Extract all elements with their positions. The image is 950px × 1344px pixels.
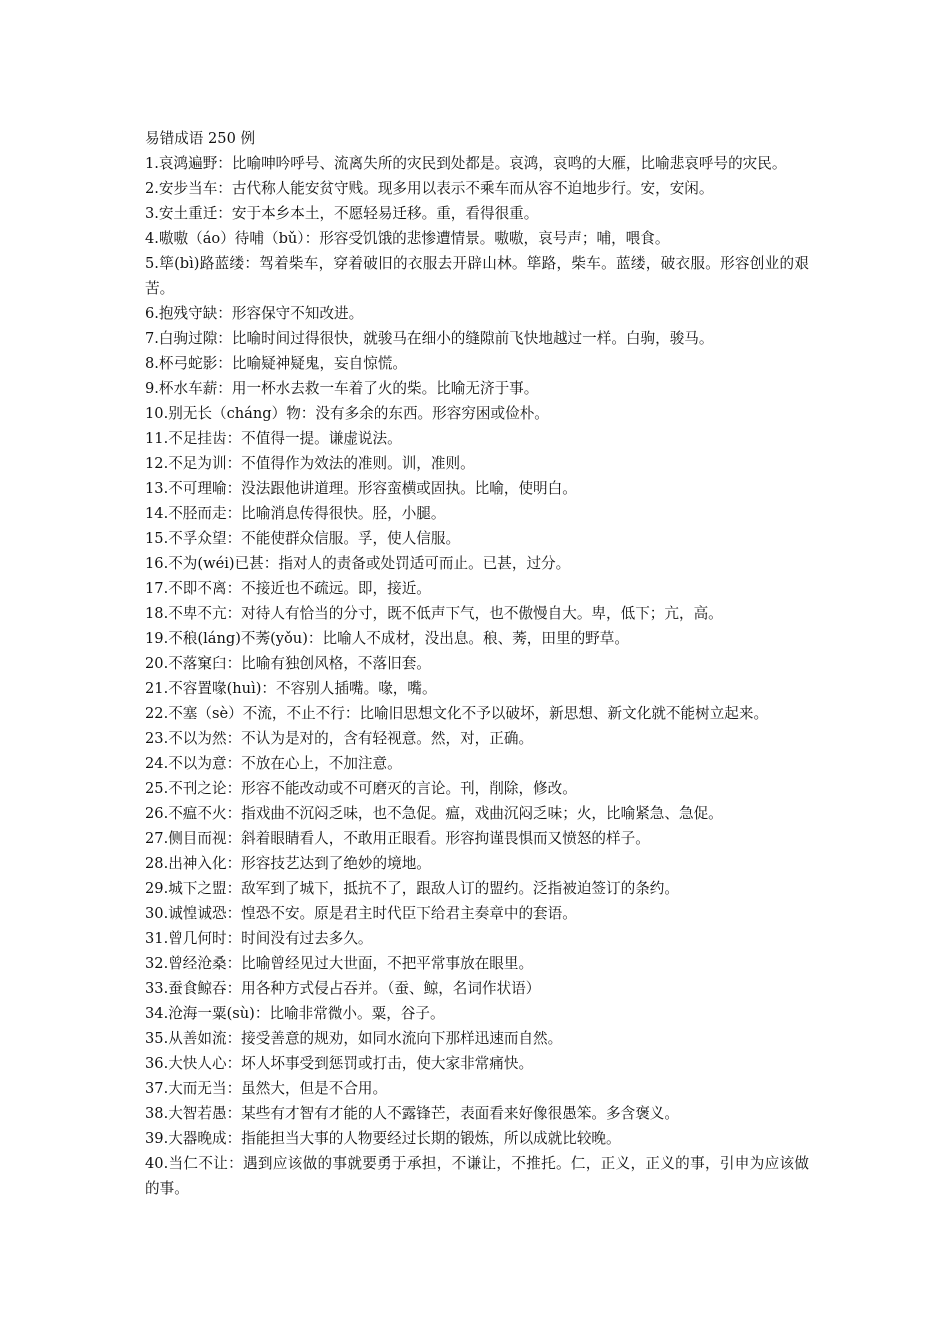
idiom-entry: 16.不为(wéi)已甚：指对人的责备或处罚适可而止。已甚，过分。 [145, 555, 571, 572]
idiom-entry: 23.不以为然：不认为是对的，含有轻视意。然，对，正确。 [145, 730, 534, 747]
idiom-entry: 34.沧海一粟(sù)：比喻非常微小。粟，谷子。 [145, 1005, 445, 1022]
idiom-entry: 38.大智若愚：某些有才智有才能的人不露锋芒，表面看来好像很愚笨。多含褒义。 [145, 1105, 679, 1122]
idiom-entry: 30.诚惶诚恐：惶恐不安。原是君主时代臣下给君主奏章中的套语。 [145, 905, 577, 922]
document-title: 易错成语 250 例 [145, 130, 256, 147]
idiom-entry: 11.不足挂齿：不值得一提。谦虚说法。 [145, 430, 402, 447]
idiom-entry: 39.大器晚成：指能担当大事的人物要经过长期的锻炼，所以成就比较晚。 [145, 1130, 621, 1147]
idiom-entry: 32.曾经沧桑：比喻曾经见过大世面，不把平常事放在眼里。 [145, 955, 534, 972]
idiom-entry: 35.从善如流：接受善意的规劝，如同水流向下那样迅速而自然。 [145, 1030, 563, 1047]
idiom-entry: 5.筚(bì)路蓝缕：驾着柴车，穿着破旧的衣服去开辟山林。筚路，柴车。蓝缕，破衣服。形容创业的艰苦。 [145, 255, 809, 297]
idiom-entry: 25.不刊之论：形容不能改动或不可磨灭的言论。刊，削除，修改。 [145, 780, 577, 797]
idiom-entry: 10.别无长（cháng）物：没有多余的东西。形容穷困或俭朴。 [145, 405, 549, 422]
document-body [145, 126, 809, 1201]
idiom-entry: 18.不卑不亢：对待人有恰当的分寸，既不低声下气，也不傲慢自大。卑，低下；亢，高。 [145, 605, 723, 622]
idiom-entry: 8.杯弓蛇影：比喻疑神疑鬼，妄自惊慌。 [145, 355, 408, 372]
idiom-entry: 33.蚕食鲸吞：用各种方式侵占吞并。（蚕、鲸，名词作状语） [145, 980, 541, 997]
idiom-entry: 36.大快人心：坏人坏事受到惩罚或打击，使大家非常痛快。 [145, 1055, 534, 1072]
idiom-entry: 14.不胫而走：比喻消息传得很快。胫，小腿。 [145, 505, 446, 522]
idiom-entry: 17.不即不离：不接近也不疏远。即，接近。 [145, 580, 431, 597]
idiom-entry: 31.曾几何时：时间没有过去多久。 [145, 930, 373, 947]
idiom-entry: 26.不瘟不火：指戏曲不沉闷乏味，也不急促。瘟，戏曲沉闷乏味；火，比喻紧急、急促。 [145, 805, 723, 822]
idiom-entry: 13.不可理喻：没法跟他讲道理。形容蛮横或固执。比喻，使明白。 [145, 480, 577, 497]
idiom-entry: 19.不稂(láng)不莠(yǒu)：比喻人不成材，没出息。稂、莠，田里的野草。 [145, 630, 629, 647]
idiom-list [145, 151, 809, 1201]
idiom-entry: 28.出神入化：形容技艺达到了绝妙的境地。 [145, 855, 431, 872]
idiom-entry: 7.白驹过隙：比喻时间过得很快，就骏马在细小的缝隙前飞快地越过一样。白驹，骏马。 [145, 330, 714, 347]
idiom-entry: 6.抱残守缺：形容保守不知改进。 [145, 305, 364, 322]
idiom-entry: 27.侧目而视：斜着眼睛看人，不敢用正眼看。形容拘谨畏惧而又愤怒的样子。 [145, 830, 650, 847]
idiom-entry: 4.嗷嗷（áo）待哺（bǔ）：形容受饥饿的悲惨遭情景。嗷嗷，哀号声；哺，喂食。 [145, 230, 670, 247]
idiom-entry: 37.大而无当：虽然大，但是不合用。 [145, 1080, 388, 1097]
idiom-entry: 20.不落窠臼：比喻有独创风格，不落旧套。 [145, 655, 431, 672]
idiom-entry: 22.不塞（sè）不流，不止不行：比喻旧思想文化不予以破坏，新思想、新文化就不能树立起来。 [145, 705, 769, 722]
idiom-entry: 12.不足为训：不值得作为效法的准则。训，准则。 [145, 455, 475, 472]
idiom-entry: 29.城下之盟：敌军到了城下，抵抗不了，跟敌人订的盟约。泛指被迫签订的条约。 [145, 880, 679, 897]
idiom-entry: 2.安步当车：古代称人能安贫守贱。现多用以表示不乘车而从容不迫地步行。安，安闲。 [145, 180, 714, 197]
idiom-entry: 15.不孚众望：不能使群众信服。孚，使人信服。 [145, 530, 461, 547]
idiom-entry: 21.不容置喙(huì)：不容别人插嘴。喙，嘴。 [145, 680, 437, 697]
idiom-entry: 3.安土重迁：安于本乡本土，不愿轻易迁移。重，看得很重。 [145, 205, 539, 222]
idiom-entry: 40.当仁不让：遇到应该做的事就要勇于承担，不谦让，不推托。仁，正义，正义的事，引申为应该做的事。 [145, 1155, 809, 1197]
idiom-entry: 24.不以为意：不放在心上，不加注意。 [145, 755, 402, 772]
idiom-entry: 1.哀鸿遍野：比喻呻吟呼号、流离失所的灾民到处都是。哀鸿，哀鸣的大雁，比喻悲哀呼号的灾民。 [145, 155, 787, 172]
idiom-entry: 9.杯水车薪：用一杯水去救一车着了火的柴。比喻无济于事。 [145, 380, 539, 397]
